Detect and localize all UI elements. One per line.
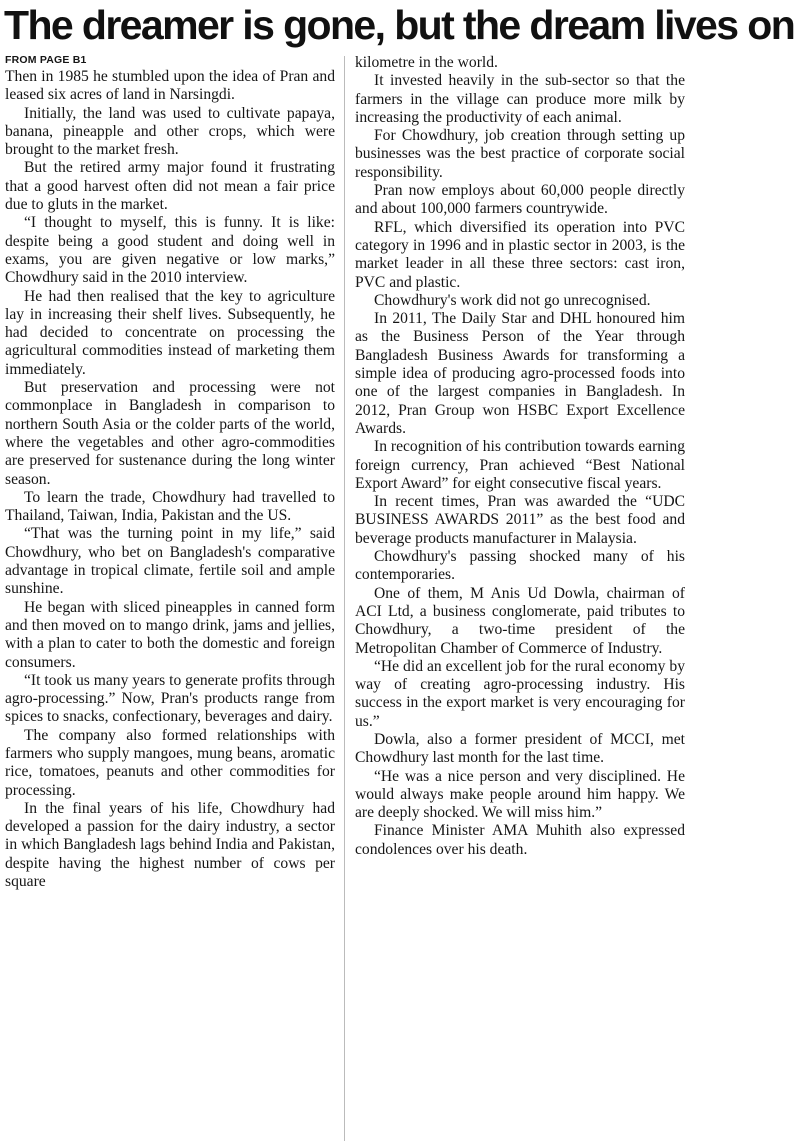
paragraph: He began with sliced pineapples in canned form and then moved on to mango drink, jams and jellies, with a plan to cater to both the domestic and foreign consumers. — [5, 598, 335, 671]
paragraph: He had then realised that the key to agriculture lay in increasing their shelf lives. Subsequently, he had decided to concentrate on processing the agricultural commodities instead of marketing them immediately. — [5, 287, 335, 378]
paragraph: Dowla, also a former president of MCCI, met Chowdhury last month for the last time. — [355, 730, 685, 767]
paragraph: Initially, the land was used to cultivate papaya, banana, pineapple and other crops, which were brought to the market fresh. — [5, 104, 335, 159]
paragraph: To learn the trade, Chowdhury had travelled to Thailand, Taiwan, India, Pakistan and the US. — [5, 488, 335, 525]
paragraph: For Chowdhury, job creation through setting up businesses was the best practice of corporate social responsibility. — [355, 127, 685, 181]
paragraph: In recognition of his contribution towards earning foreign currency, Pran achieved “Best National Export Award” for eight consecutive fiscal years. — [355, 438, 685, 492]
paragraph: But the retired army major found it frustrating that a good harvest often did not mean a fair price due to gluts in the market. — [5, 159, 335, 214]
column-divider — [344, 56, 345, 1141]
paragraph: Chowdhury's work did not go unrecognised. — [374, 291, 651, 309]
paragraph: Then in 1985 he stumbled upon the idea of Pran and leased six acres of land in Narsingdi. — [5, 68, 335, 104]
paragraph: In the final years of his life, Chowdhury had developed a passion for the dairy industry, a sector in which Bangladesh lags behind India and Pakistan, despite having the highest number of cows per square — [5, 799, 335, 891]
article-column-right — [355, 54, 685, 859]
paragraph: “He was a nice person and very disciplined. He would always make people around him happy. We are deeply shocked. We will miss him.” — [355, 767, 685, 822]
article-column-left — [5, 54, 335, 891]
jump-line: FROM PAGE B1 — [5, 54, 87, 66]
paragraph: Pran now employs about 60,000 people directly and about 100,000 farmers countrywide. — [355, 182, 685, 218]
paragraph: One of them, M Anis Ud Dowla, chairman of ACI Ltd, a business conglomerate, paid tributes to Chowdhury, a two-time president of the Metropolitan Chamber of Commerce of Industry. — [355, 584, 685, 657]
paragraph: “It took us many years to generate profits through agro-processing.” Now, Pran's products range from spices to snacks, confectionary, beverages and dairy. — [5, 671, 335, 726]
paragraph: It invested heavily in the sub-sector so that the farmers in the village can produce more milk by increasing the productivity of each animal. — [355, 72, 685, 126]
paragraph: In 2011, The Daily Star and DHL honoured him as the Business Person of the Year through Bangladesh Business Awards for transforming a simple idea of producing agro-processed foods into one of the largest companies in Bangladesh. In 2012, Pran Group won HSBC Export Excellence Awards. — [355, 310, 685, 437]
paragraph: The company also formed relationships with farmers who supply mangoes, mung beans, aromatic rice, tomatoes, peanuts and other commodities for processing. — [5, 726, 335, 799]
paragraph: But preservation and processing were not commonplace in Bangladesh in comparison to northern South Asia or the colder parts of the world, where the vegetables and other agro-commodities are preserved for sustenance during the long winter season. — [5, 379, 335, 488]
paragraph: Chowdhury's passing shocked many of his contemporaries. — [355, 548, 685, 584]
headline: The dreamer is gone, but the dream lives on — [4, 2, 794, 48]
paragraph: “He did an excellent job for the rural economy by way of creating agro-processing industry. His success in the export market is very encouraging for us.” — [355, 657, 685, 730]
paragraph: “I thought to myself, this is funny. It is like: despite being a good student and doing well in exams, you are given negative or low marks,” Chowdhury said in the 2010 interview. — [5, 214, 335, 287]
paragraph-continuation: kilometre in the world. — [355, 54, 498, 71]
paragraph: Finance Minister AMA Muhith also expressed condolences over his death. — [355, 822, 685, 858]
paragraph: In recent times, Pran was awarded the “UDC BUSINESS AWARDS 2011” as the best food and beverage products manufacturer in Malaysia. — [355, 493, 685, 547]
paragraph: “That was the turning point in my life,” said Chowdhury, who bet on Bangladesh's comparative advantage in tropical climate, fertile soil and ample sunshine. — [5, 525, 335, 598]
paragraph: RFL, which diversified its operation into PVC category in 1996 and in plastic sector in 2003, is the market leader in all these three sectors: cast iron, PVC and plastic. — [355, 218, 685, 291]
